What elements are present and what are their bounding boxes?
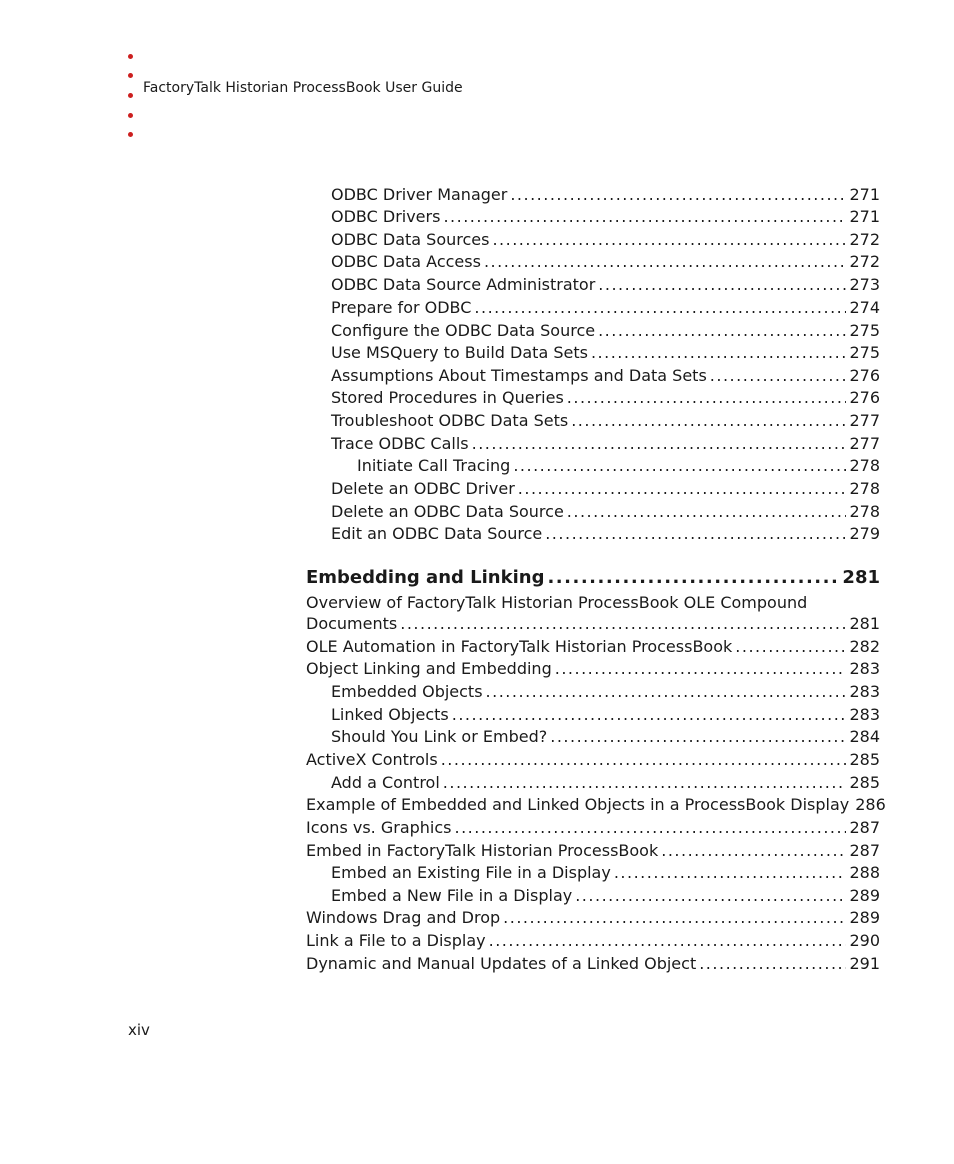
toc-entry[interactable]	[331, 274, 880, 296]
toc-entry-title: Configure the ODBC Data Source	[331, 321, 596, 340]
toc-entry-page: 278	[849, 456, 880, 475]
toc-entry[interactable]	[306, 613, 880, 635]
toc-leader	[518, 478, 847, 500]
running-header: FactoryTalk Historian ProcessBook User Guide	[143, 80, 463, 96]
toc-entry-page: 283	[849, 705, 880, 724]
toc-entry[interactable]	[331, 681, 880, 703]
toc-leader	[510, 184, 846, 206]
toc-entry-page: 284	[849, 727, 880, 746]
toc-entry-title: ActiveX Controls	[306, 750, 438, 769]
toc-leader	[575, 885, 846, 907]
toc-entry[interactable]	[357, 455, 880, 477]
toc-entry[interactable]	[306, 930, 880, 952]
toc-leader	[710, 365, 847, 387]
toc-leader	[472, 433, 847, 455]
toc-entry-page: 291	[849, 954, 880, 973]
toc-entry[interactable]	[306, 907, 880, 929]
toc-entry-title: Dynamic and Manual Updates of a Linked Object	[306, 954, 697, 973]
toc-entry[interactable]	[306, 658, 880, 680]
toc-leader	[443, 772, 847, 794]
toc-entry-page: 277	[849, 411, 880, 430]
toc-leader	[591, 342, 847, 364]
toc-leader	[513, 455, 846, 477]
toc-entry-page: 278	[849, 479, 880, 498]
toc-chapter-heading[interactable]	[306, 566, 880, 590]
toc-entry-title: Troubleshoot ODBC Data Sets	[331, 411, 569, 430]
toc-entry-title: Embedded Objects	[331, 682, 483, 701]
toc-entry[interactable]	[331, 478, 880, 500]
toc-entry[interactable]	[306, 794, 886, 816]
toc-entry-title: Assumptions About Timestamps and Data Sets	[331, 366, 707, 385]
toc-entry-page: 289	[849, 886, 880, 905]
toc-entry-title: Trace ODBC Calls	[331, 434, 469, 453]
toc-leader	[614, 862, 847, 884]
toc-entry[interactable]	[331, 885, 880, 907]
toc-entry[interactable]	[331, 726, 880, 748]
toc-entry-title: Example of Embedded and Linked Objects in a ProcessBook Display	[306, 795, 850, 814]
page-number: xiv	[128, 1021, 150, 1039]
toc-entry[interactable]	[306, 636, 880, 658]
toc-leader	[452, 704, 847, 726]
toc-entry-page: 275	[849, 343, 880, 362]
toc-entry[interactable]	[331, 410, 880, 432]
toc-entry-title: Embed in FactoryTalk Historian ProcessBook	[306, 841, 659, 860]
toc-entry[interactable]	[331, 229, 880, 251]
toc-entry[interactable]	[331, 297, 880, 319]
toc-entry-title: Initiate Call Tracing	[357, 456, 511, 475]
toc-entry-title: ODBC Data Sources	[331, 230, 490, 249]
toc-leader	[486, 681, 847, 703]
toc-leader	[598, 274, 846, 296]
toc-entry-page: 285	[849, 773, 880, 792]
toc-entry-title-line1[interactable]: Overview of FactoryTalk Historian ProcessBook OLE Compound	[306, 593, 808, 612]
toc-entry[interactable]	[331, 365, 880, 387]
toc-entry-page: 290	[849, 931, 880, 950]
toc-entry[interactable]	[331, 772, 880, 794]
toc-leader	[571, 410, 846, 432]
toc-entry-page: 273	[849, 275, 880, 294]
toc-entry-title: OLE Automation in FactoryTalk Historian ProcessBook	[306, 637, 733, 656]
toc-entry-page: 281	[849, 614, 880, 633]
toc-entry-title: ODBC Drivers	[331, 207, 441, 226]
toc-entry[interactable]	[331, 320, 880, 342]
toc-entry[interactable]	[331, 862, 880, 884]
toc-entry-title: Stored Procedures in Queries	[331, 388, 564, 407]
toc-leader	[550, 726, 846, 748]
toc-entry-page: 283	[849, 659, 880, 678]
toc-leader	[598, 320, 846, 342]
toc-entry-title: Add a Control	[331, 773, 440, 792]
toc-entry[interactable]	[306, 817, 880, 839]
toc-entry[interactable]	[331, 704, 880, 726]
toc-entry-title: Embed an Existing File in a Display	[331, 863, 611, 882]
toc-entry-title: ODBC Data Source Administrator	[331, 275, 596, 294]
toc-entry-title: ODBC Driver Manager	[331, 185, 508, 204]
toc-entry[interactable]	[331, 342, 880, 364]
toc-entry-title: Delete an ODBC Data Source	[331, 502, 564, 521]
toc-leader	[474, 297, 846, 319]
toc-leader	[567, 501, 847, 523]
toc-entry-title: Object Linking and Embedding	[306, 659, 552, 678]
toc-entry-page: 279	[849, 524, 880, 543]
toc-entry-page: 272	[849, 252, 880, 271]
toc-leader	[400, 613, 846, 635]
toc-entry[interactable]	[306, 953, 880, 975]
toc-leader	[503, 907, 846, 929]
toc-leader	[455, 817, 847, 839]
toc-leader	[489, 930, 847, 952]
toc-entry[interactable]	[331, 501, 880, 523]
toc-entry-page: 276	[849, 388, 880, 407]
toc-entry-page: 272	[849, 230, 880, 249]
toc-entry-title: Windows Drag and Drop	[306, 908, 501, 927]
toc-entry-page: 275	[849, 321, 880, 340]
toc-entry-page: 274	[849, 298, 880, 317]
toc-leader	[567, 387, 847, 409]
toc-entry-page: 285	[849, 750, 880, 769]
toc-leader	[443, 206, 846, 228]
toc-leader	[484, 251, 847, 273]
toc-entry-page: 286	[855, 795, 886, 814]
toc-entry-page: 278	[849, 502, 880, 521]
toc-entry[interactable]	[331, 251, 880, 273]
toc-entry[interactable]	[306, 840, 880, 862]
toc-entry-title: Documents	[306, 614, 398, 633]
toc-leader	[492, 229, 846, 251]
toc-entry-page: 276	[849, 366, 880, 385]
toc-leader	[661, 840, 846, 862]
toc-entry-title: Should You Link or Embed?	[331, 727, 548, 746]
toc-entry-page: 288	[849, 863, 880, 882]
toc-chapter-title: Embedding and Linking	[306, 567, 545, 588]
toc-entry-title: Embed a New File in a Display	[331, 886, 573, 905]
toc-entry[interactable]	[331, 184, 880, 206]
toc-entry[interactable]	[331, 433, 880, 455]
toc-entry-page: 283	[849, 682, 880, 701]
toc-leader	[555, 658, 847, 680]
toc-entry-title: Delete an ODBC Driver	[331, 479, 515, 498]
toc-entry-page: 287	[849, 841, 880, 860]
toc-leader	[441, 749, 847, 771]
toc-entry-title: Edit an ODBC Data Source	[331, 524, 543, 543]
toc-entry[interactable]	[306, 749, 880, 771]
toc-entry-title: Link a File to a Display	[306, 931, 486, 950]
toc-entry-page: 271	[849, 185, 880, 204]
toc-entry-page: 271	[849, 207, 880, 226]
toc-leader	[735, 636, 846, 658]
toc-entry-title: Prepare for ODBC	[331, 298, 472, 317]
toc-chapter-page: 281	[842, 567, 880, 588]
toc-entry-page: 277	[849, 434, 880, 453]
toc-entry-page: 287	[849, 818, 880, 837]
toc-leader	[699, 953, 846, 975]
toc-entry-page: 289	[849, 908, 880, 927]
toc-entry-title: ODBC Data Access	[331, 252, 481, 271]
toc-leader	[547, 566, 839, 590]
toc-entry[interactable]	[331, 387, 880, 409]
toc-entry-page: 282	[849, 637, 880, 656]
toc-entry-title: Use MSQuery to Build Data Sets	[331, 343, 588, 362]
toc-entry-title: Icons vs. Graphics	[306, 818, 452, 837]
toc-entry[interactable]	[331, 206, 880, 228]
toc-entry-title: Linked Objects	[331, 705, 449, 724]
toc-leader	[545, 523, 846, 545]
toc-entry[interactable]	[331, 523, 880, 545]
